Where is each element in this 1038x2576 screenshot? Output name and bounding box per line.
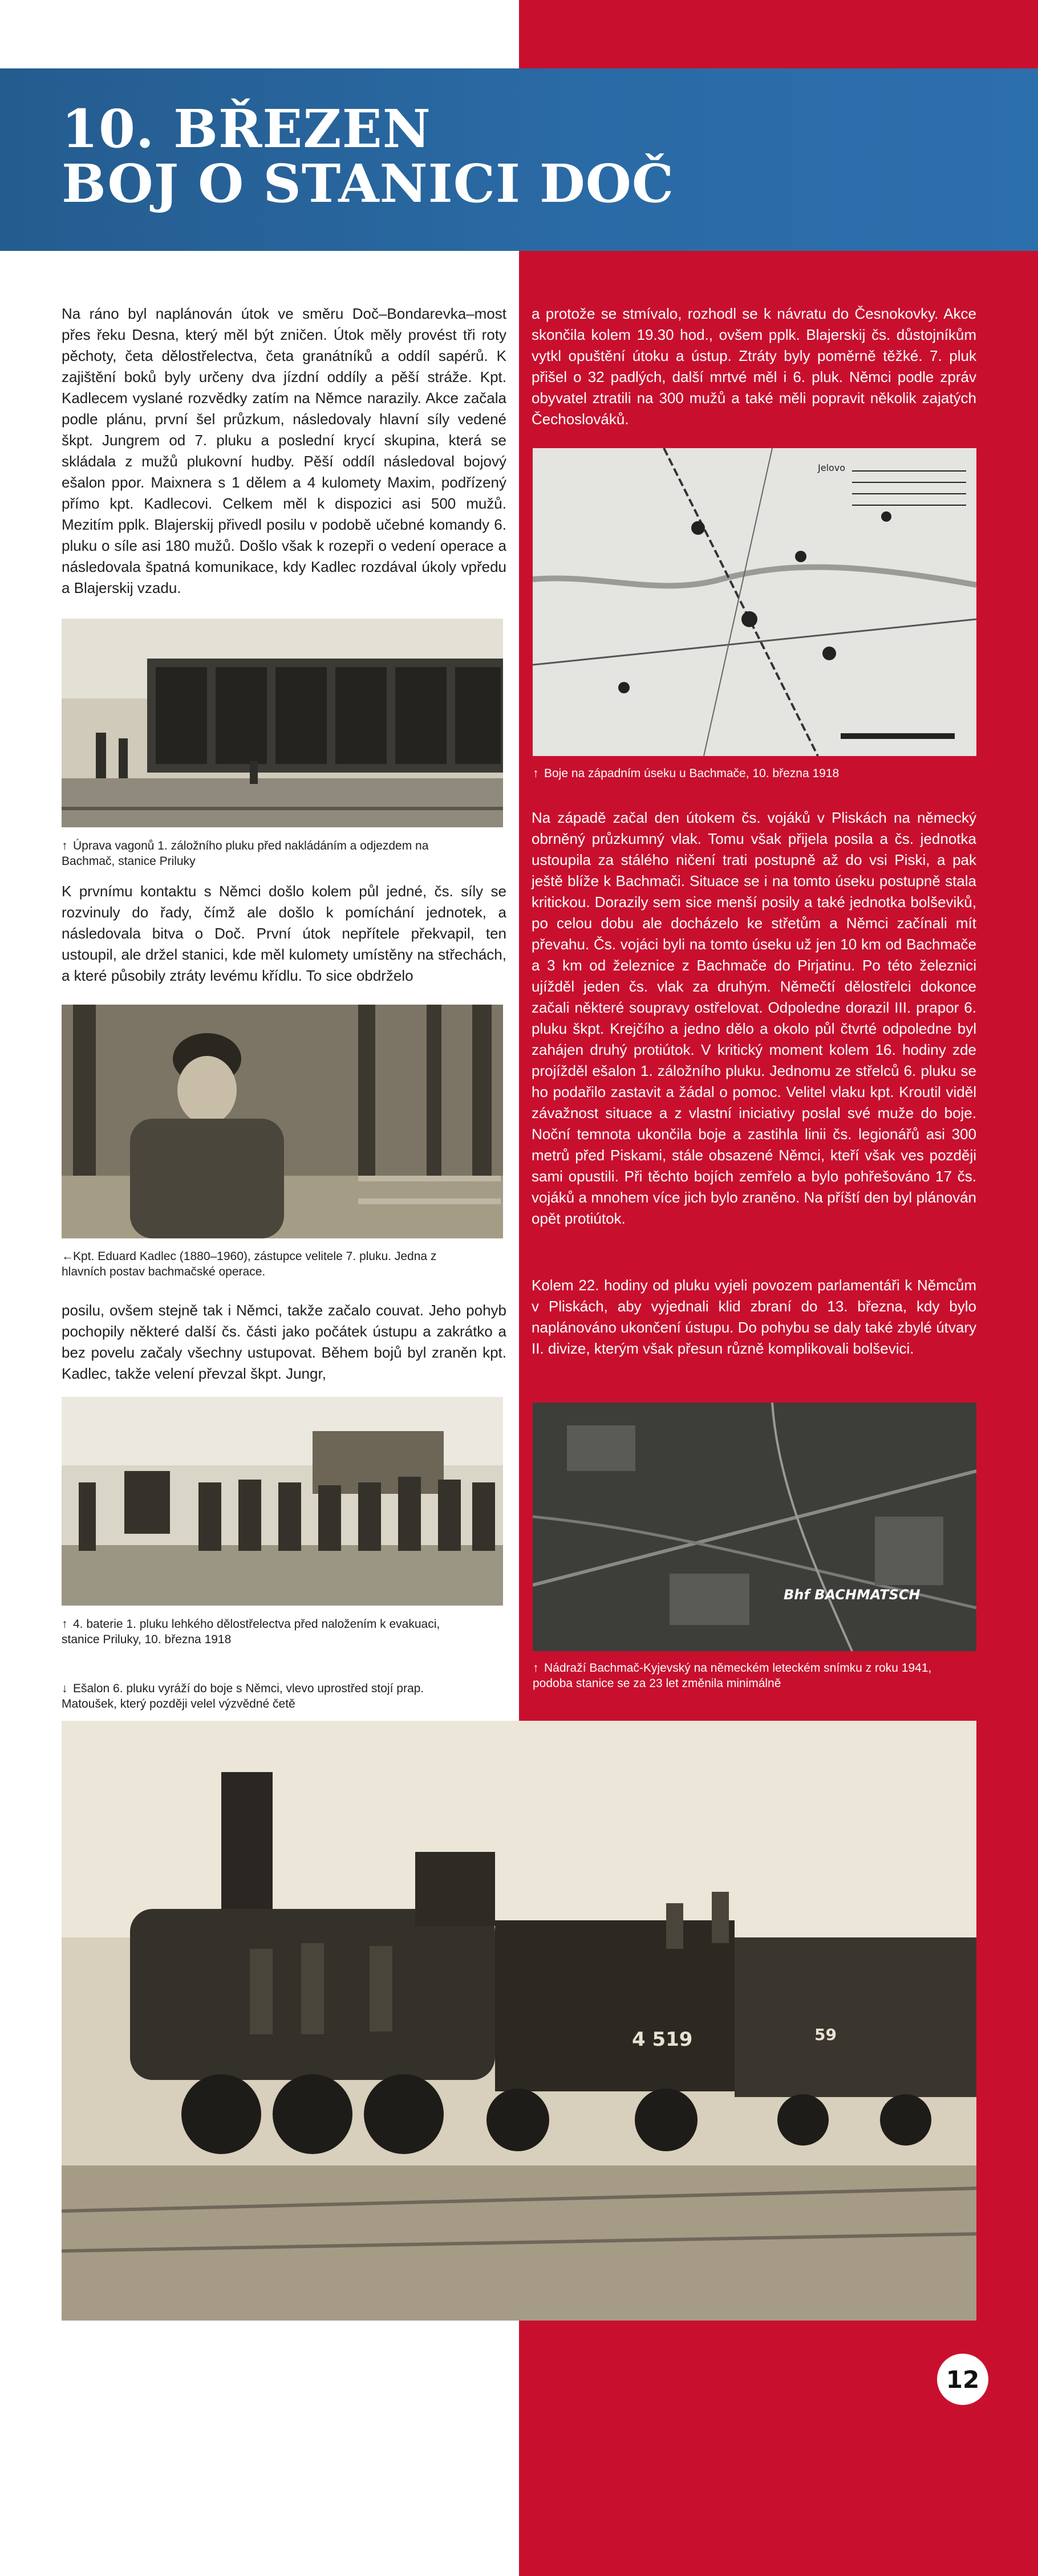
caption-wagons [62,838,472,869]
page-number: 12 [937,2354,988,2405]
photo-aerial [533,1403,976,1651]
caption-echelon [62,1681,472,1712]
arrow-up-icon: ↑ [533,767,539,780]
caption-aerial-text: Nádraží Bachmač-Kyjevský na německém leteckém snímku z roku 1941, podoba stanice se za 23 let změnila minimálně [533,1661,932,1690]
train-small-number: 59 [814,2025,837,2044]
right-paragraph-3: Kolem 22. hodiny od pluku vyjeli povozem parlamentáři k Němcům v Pliskách, aby vyjednali klid zbraní do 13. března, kdy bylo naplánováno ukončení ústupu. Do pohybu se daly také zbylé útvary II. divize, kterým však přesun různě komplikovali bolševici. [532,1277,976,1357]
photo-battery [62,1397,503,1606]
arrow-down-icon: ↓ [62,1682,68,1695]
right-paragraph-2: Na západě začal den útokem čs. vojáků v Pliskách na německý obrněný průzkumný vlak. Tomu však přijela posila a čs. jednotka ustoupila za stálého ničení trati postupně až do vsi Piski, a pak ještě blíže k Bachmači. Situace se i na tomto úseku postupně stala kritickou. Dorazily sem sice menší posily a také jednotka bolševiků, po celou dobu ale docházelo ke střetům a Němci začínali mít převahu. Čs. vojáci byli na tomto úseku už jen 10 km od Bachmače a 3 km od železnice z Bachmače do Pirjatinu. Po této železnici ujížděl jeden čs. vlak za druhým. Němečtí dělostřelci dokonce začali některé soupravy ostřelovat. Odpoledne dorazil III. prapor 6. pluku škpt. Krejčího a jedno dělo a okolo půl čtvrté odpoledne byl zahájen druhý protiútok. V kritický moment kolem 16. hodiny zde projížděl ešalon 1. záložního pluku. Jednomu ze střelců 6. pluku se ho podařilo zastavit a žádal o pomoc. Velitel vlaku kpt. Kroutil viděl závažnost situace a z vlastní iniciativy poslal své muže do boje. Noční temnota ukončila boje a zastihla linii čs. legionářů asi 300 metrů před Piskami, stále obsazené Němci, kteří však ves později sami opustili. Při těchto bojích zemřelo a bylo pohřešováno 17 čs. vojáků a mnohem více jich bylo zraněno. Na příští den byl plánován opět protiútok. [532,809,976,1227]
map-battle [533,448,976,756]
caption-battery [62,1616,472,1647]
caption-map [533,766,966,781]
caption-wagons-text: Úprava vagonů 1. záložního pluku před nakládáním a odjezdem na Bachmač, stanice Priluky [62,839,429,868]
left-paragraph-2: K prvnímu kontaktu s Němci došlo kolem půl jedné, čs. síly se rozvinuly do řady, čímž ale došlo k pomíchání jednotek, a následovala bitva o Doč. První útok nepřítele překvapil, ten ustoupil, ale držel stanici, kde měl kulomety umístěny na střechách, a které působily ztráty levému křídlu. To sice obdrželo [62,883,506,984]
left-paragraph-3: posilu, ovšem stejně tak i Němci, takže začalo couvat. Jeho pohyb pochopily některé další čs. části jako počátek ústupu a zakrátko a bez povelu začaly všechny ustupovat. Během bojů byl zraněn kpt. Kadlec, takže velení převzal škpt. Jungr, [62,1302,506,1382]
caption-kadlec-text: Kpt. Eduard Kadlec (1880–1960), zástupce velitele 7. pluku. Jedna z hlavních postav bachmačské operace. [62,1250,437,1278]
caption-battery-text: 4. baterie 1. pluku lehkého dělostřelectva před naložením k evakuaci, stanice Priluky, 10. března 1918 [62,1618,440,1646]
arrow-up-icon: ↑ [533,1661,539,1675]
train-number: 4 519 [632,2028,693,2051]
arrow-up-icon: ↑ [62,1618,68,1631]
caption-map-text: Boje na západním úseku u Bachmače, 10. března 1918 [544,767,840,780]
title-banner [0,68,1038,251]
photo-kadlec [62,1005,503,1238]
title-line-1: 10. BŘEZEN [62,98,431,160]
photo-wagons [62,619,503,827]
map-label: Jelovo [818,462,846,473]
arrow-up-icon: ↑ [62,839,68,852]
arrow-left-icon: ← [62,1250,74,1263]
title-line-2: BOJ O STANICI DOČ [62,153,675,214]
right-paragraph-1: a protože se stmívalo, rozhodl se k návratu do Česnokovky. Akce skončila kolem 19.30 hod., ovšem pplk. Blajerskij čs. důstojníkům vytkl opuštění útoku a ústup. Ztráty byly poměrně těžké. 7. pluk přišel o 32 padlých, další mrtvé měl i 6. pluk. Němci podle zpráv obyvatel ztratili na 300 mužů a také měli popravit několik zajatých Čechoslováků. [532,305,976,428]
caption-echelon-text: Ešalon 6. pluku vyráží do boje s Němci, vlevo uprostřed stojí prap. Matoušek, který později velel výzvědné četě [62,1682,424,1710]
photo-train [62,1721,976,2321]
caption-kadlec [62,1249,472,1279]
aerial-label: Bhf BACHMATSCH [784,1587,921,1603]
left-paragraph-1: Na ráno byl naplánován útok ve směru Doč–Bondarevka–most přes řeku Desna, který měl být zničen. Útok měly provést tři roty pěchoty, četa dělostřelectva, četa granátníků a oddíl sapérů. K zajištění boků byly určeny dva jízdní oddíly a pěší stráže. Kpt. Kadlecem vyslané rozvědky zatím na Němce narazily. Akce začala podle plánu, první šel průzkum, následovaly hlavní síly vedené škpt. Jungrem od 7. pluku a poslední krycí skupina, která se skládala z mužů plukovní hudby. Pěší oddíl následoval bojový ešalon ppor. Maixnera s 1 dělem a 4 kulomety Maxim, podřízený přímo kpt. Kadlecovi. Celkem měl k dispozici asi 500 mužů. Mezitím pplk. Blajerskij přivedl posilu v podobě učebné komandy 6. pluku o síle asi 180 mužů. Došlo však k rozepři o vedení operace a následovala špatná komunikace, kdy Kadlec rozdával úkoly vpředu a Blajerskij vzadu. [62,305,506,596]
caption-aerial [533,1660,966,1691]
page-title [62,98,675,214]
